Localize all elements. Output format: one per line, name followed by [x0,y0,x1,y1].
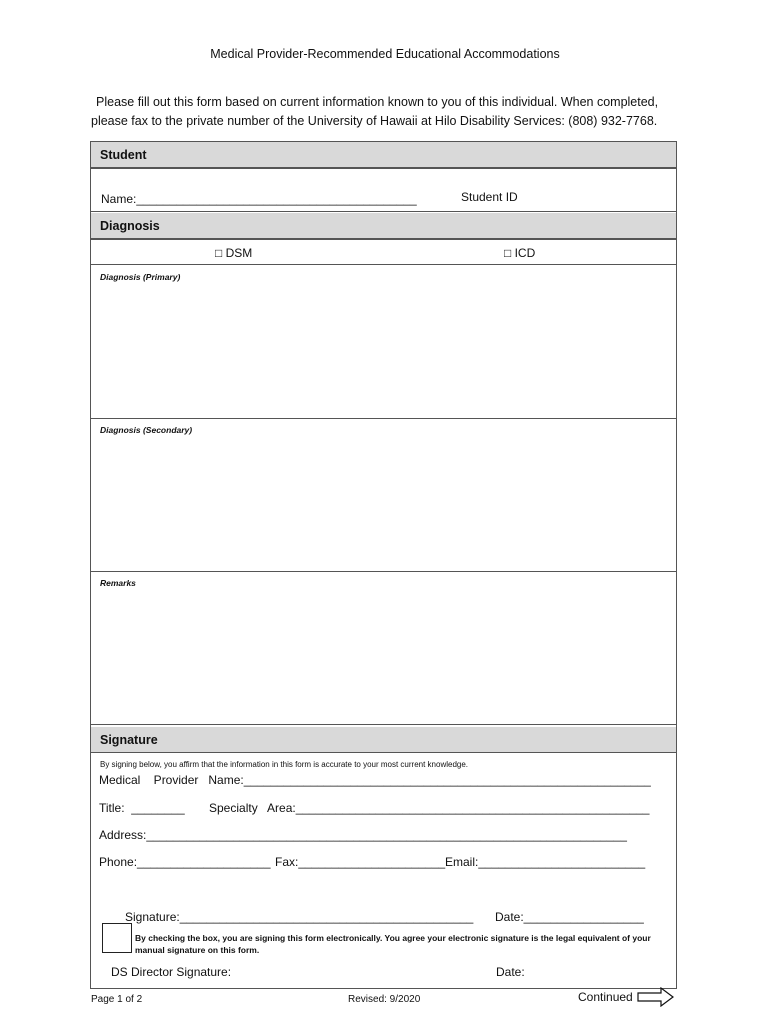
divider [91,724,676,725]
divider [91,239,676,240]
electronic-signature-agreement: By checking the box, you are signing this form electronically. You agree your electronic signature is the legal equivalent of your manual signature on this form. [135,933,651,955]
address-field[interactable]: Address:________________________________________________________________________ [99,828,627,842]
email-field[interactable]: Email:_________________________ [445,855,646,869]
dsm-checkbox[interactable]: □ DSM [215,246,253,260]
form-title: Medical Provider-Recommended Educational Accommodations [210,47,560,61]
divider [91,168,676,169]
divider [91,264,676,265]
student-name-field[interactable]: Name:__________________________________________ [101,192,417,206]
signature-section-header: Signature [91,727,676,753]
phone-field[interactable]: Phone:____________________ [99,855,271,869]
student-id-field[interactable]: Student ID [461,190,518,204]
fax-field[interactable]: Fax:______________________ [275,855,446,869]
arrow-right-icon [637,987,675,1012]
instructions [91,93,691,131]
icd-checkbox[interactable]: □ ICD [504,246,536,260]
signature-field[interactable]: Signature:____________________________________________ [125,910,474,924]
director-signature-label: DS Director Signature: [111,965,232,979]
specialty-area-field[interactable]: Specialty Area:_____________________________________________________ [209,801,650,815]
diagnosis-section-header: Diagnosis [91,213,676,239]
divider [91,211,676,212]
director-date-label: Date: [496,965,525,979]
diagnosis-secondary-field[interactable] [91,419,676,571]
affirmation-text: By signing below, you affirm that the information in this form is accurate to your most current knowledge. [100,760,469,769]
instructions-line-1: Please fill out this form based on current information known to you of this individual. When completed, [96,95,659,109]
signature-date-field[interactable]: Date:__________________ [495,910,644,924]
remarks-label: Remarks [100,578,136,588]
instructions-line-2: please fax to the private number of the University of Hawaii at Hilo Disability Services: (808) 932-7768. [91,114,658,128]
continued-label: Continued [578,990,633,1004]
student-section-header: Student [91,142,676,168]
revised-date: Revised: 9/2020 [348,994,421,1005]
electronic-signature-checkbox[interactable] [102,923,132,953]
remarks-field[interactable] [91,572,676,724]
provider-name-field[interactable]: Medical Provider Name:_____________________________________________________________ [99,773,651,787]
diagnosis-primary-field[interactable] [91,266,676,418]
diagnosis-secondary-label: Diagnosis (Secondary) [100,425,193,435]
page-number: Page 1 of 2 [91,994,143,1005]
provider-title-field[interactable]: Title: ________ [99,801,185,815]
diagnosis-primary-label: Diagnosis (Primary) [100,272,181,282]
